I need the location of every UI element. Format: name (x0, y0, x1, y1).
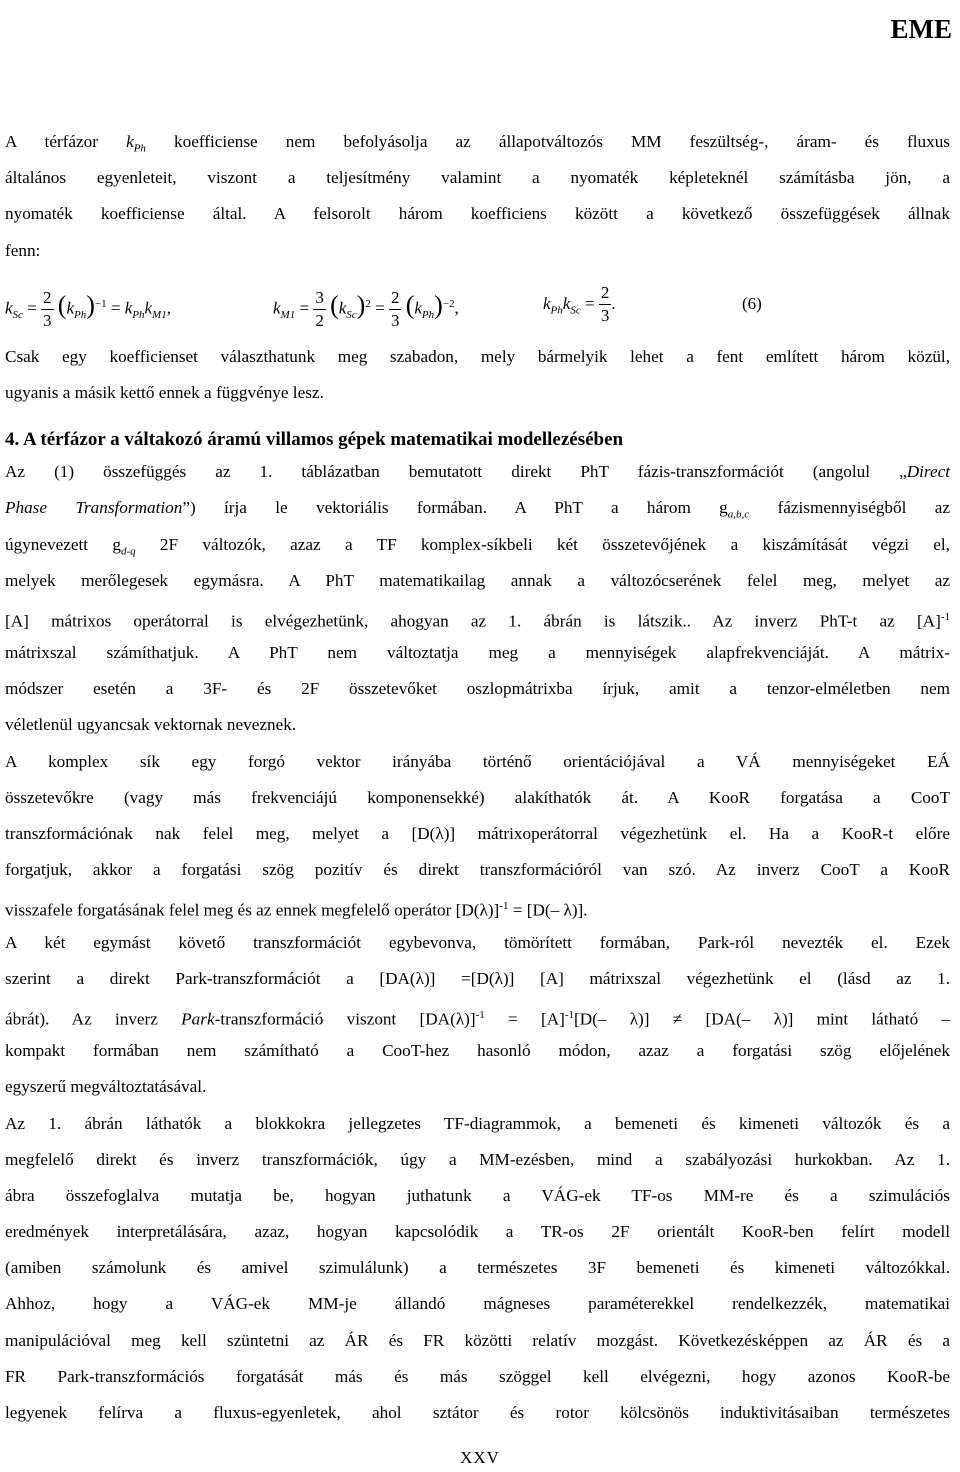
text-line: (amiben számolunk és amivel szimulálunk) a természetes 3F bemeneti és kimeneti változókkal. (5, 1258, 950, 1278)
eme-logo: EME (890, 14, 952, 44)
text-line: Az 1. ábrán láthatók a blokkokra jellegzetes TF-diagrammok, a bemeneti és kimeneti változók és a (5, 1113, 950, 1133)
equation-number: (6) (742, 293, 762, 313)
text-line: véletlenül ugyancsak vektornak neveznek. (5, 715, 297, 735)
text-line: nyomaték koefficiense által. A felsorolt három koefficiens között a következő összefüggések állnak (5, 204, 950, 224)
text-line: legyenek felírva a fluxus-egyenletek, ahol sztátor és rotor kölcsönös induktivitásaiban természetes (5, 1403, 950, 1422)
text-line: [A] mátrixos operátorral is elvégezhetünk, ahogyan az 1. ábrán is látszik.. Az inverz PhT-t az $[A]^{-1}$ (5, 610, 950, 631)
text-line: Az (1) összefüggés az 1. táblázatban bemutatott direkt PhT fázis-transzformációt (angolul „Direct (5, 462, 950, 482)
text-line: Csak egy koefficienset választhatunk meg szabadon, mely bármelyik lehet a fent említett három közül, (5, 346, 950, 366)
text-line: A térfázor $k_{Ph}$ koefficiense nem befolyásolja az állapotváltozós MM feszültség-, áram- és fluxus (5, 132, 950, 155)
page-content (5, 124, 950, 1431)
italic-term: Park (181, 1009, 215, 1029)
equation-k-sc: $k_{Sc}$ = $\frac{2}{3}$ $(k_{Ph})^{-1} = k_{Ph}k_{M1}$, (5, 288, 171, 330)
equation-kph-ksc: $k_{Ph}k_{Sc}$ = $\frac{2}{3}$ . (543, 283, 616, 326)
text-line: melyek merőlegesek egymásra. A PhT matematikailag annak a változócserének felel meg, melyet az (5, 570, 950, 590)
text-line: úgynevezett $g_{d-q}$ 2F változók, azaz a TF komplex-síkbeli két összetevőjének a kiszámítását végzi el, (5, 534, 950, 557)
text-line: egyszerű megváltoztatásával. (5, 1077, 207, 1097)
text-line: A komplex sík egy forgó vektor irányába történő orientációjával a VÁ mennyiségeket EÁ (5, 751, 950, 771)
text-line: FR Park-transzformációs forgatását más és más szöggel kell elvégezni, hogy azonos KooR-be (5, 1366, 950, 1386)
italic-term: Phase Transformation (5, 498, 183, 518)
text-line: Ahhoz, hogy a VÁG-ek MM-je állandó mágneses paraméterekkel rendelkezzék, matematikai (5, 1294, 950, 1314)
text-line: ugyanis a másik kettő ennek a függvénye lesz. (5, 382, 324, 402)
text-line: összetevőkre (vagy más frekvenciájú komponensekké) alakíthatók át. A KooR forgatása a CooT (5, 787, 950, 807)
text-line: eredmények interpretálására, azaz, hogyan kapcsolódik a TR-os 2F orientált KooR-ben felírt modell (5, 1222, 950, 1242)
text-line: forgatjuk, akkor a forgatási szög pozitív és direkt transzformációról van szó. Az inverz CooT a KooR (5, 860, 950, 880)
page-number: XXV (460, 1448, 500, 1467)
text-line: mátrixszal számíthatjuk. A PhT nem változtatja meg a mennyiségek alapfrekvenciáját. A mátrix- (5, 643, 950, 663)
equation-6 (5, 269, 950, 339)
text-line: transzformációnak nak felel meg, melyet a [D(λ)] mátrixoperátorral végezhetünk el. Ha a KooR-t előre (5, 824, 950, 843)
text-line: manipulációval meg kell szüntetni az ÁR és FR közötti relatív mozgást. Következésképpen az ÁR és a (5, 1330, 950, 1350)
text-line: szerint a direkt Park-transzformációt a [DA(λ)] =[D(λ)] [A] mátrixszal végezhetünk el (lásd az 1. (5, 968, 950, 988)
text-line: ábrát). Az inverz Park-transzformáció viszont $[DA(\lambda)]^{-1} = [A]^{-1}[D(-$ λ)] ≠ [DA(– λ)] mint látható – (5, 1008, 951, 1029)
section-heading: 4. A térfázor a váltakozó áramú villamos gépek matematikai modellezésében (5, 429, 624, 451)
text-line: megfelelő direkt és inverz transzformációk, úgy a MM-ezésben, mind a szabályozási hurkokban. Az 1. (5, 1149, 950, 1169)
text-line: módszer esetén a 3F- és 2F összetevőket oszlopmátrixba írjuk, amit a tenzor-elméletben nem (5, 679, 950, 699)
text-line: általános egyenleteit, viszont a teljesítmény valamint a nyomaték képleteknél számításba jön, a (5, 168, 950, 188)
text-line: A két egymást követő transzformációt egybevonva, tömörített formában, Park-ról nevezték el. Ezek (5, 932, 950, 952)
text-line: visszafele forgatásának felel meg és az ennek megfelelő operátor $[D(\lambda)]^{-1} = [D(-$ λ)]. (5, 900, 588, 921)
text-line: ábra összefoglalva mutatja be, hogyan juthatunk a VÁG-ek TF-os MM-re és a szimulációs (5, 1185, 950, 1205)
text-line: fenn: (5, 240, 41, 260)
text-line: kompakt formában nem számítható a CooT-hez hasonló módon, azaz a forgatási szög előjelének (5, 1041, 950, 1061)
text-line: Phase Transformation”) írja le vektoriális formában. A PhT a három $g_{a,b,c}$ fázismennyiségből az (5, 498, 950, 521)
equation-k-m1: $k_{M1}$ = $\frac{3}{2}$ $(k_{Sc})^2$ = $\frac{2}{3}$ $(k_{Ph})^{-2}$, (273, 288, 459, 330)
italic-term: Direct (906, 462, 950, 482)
